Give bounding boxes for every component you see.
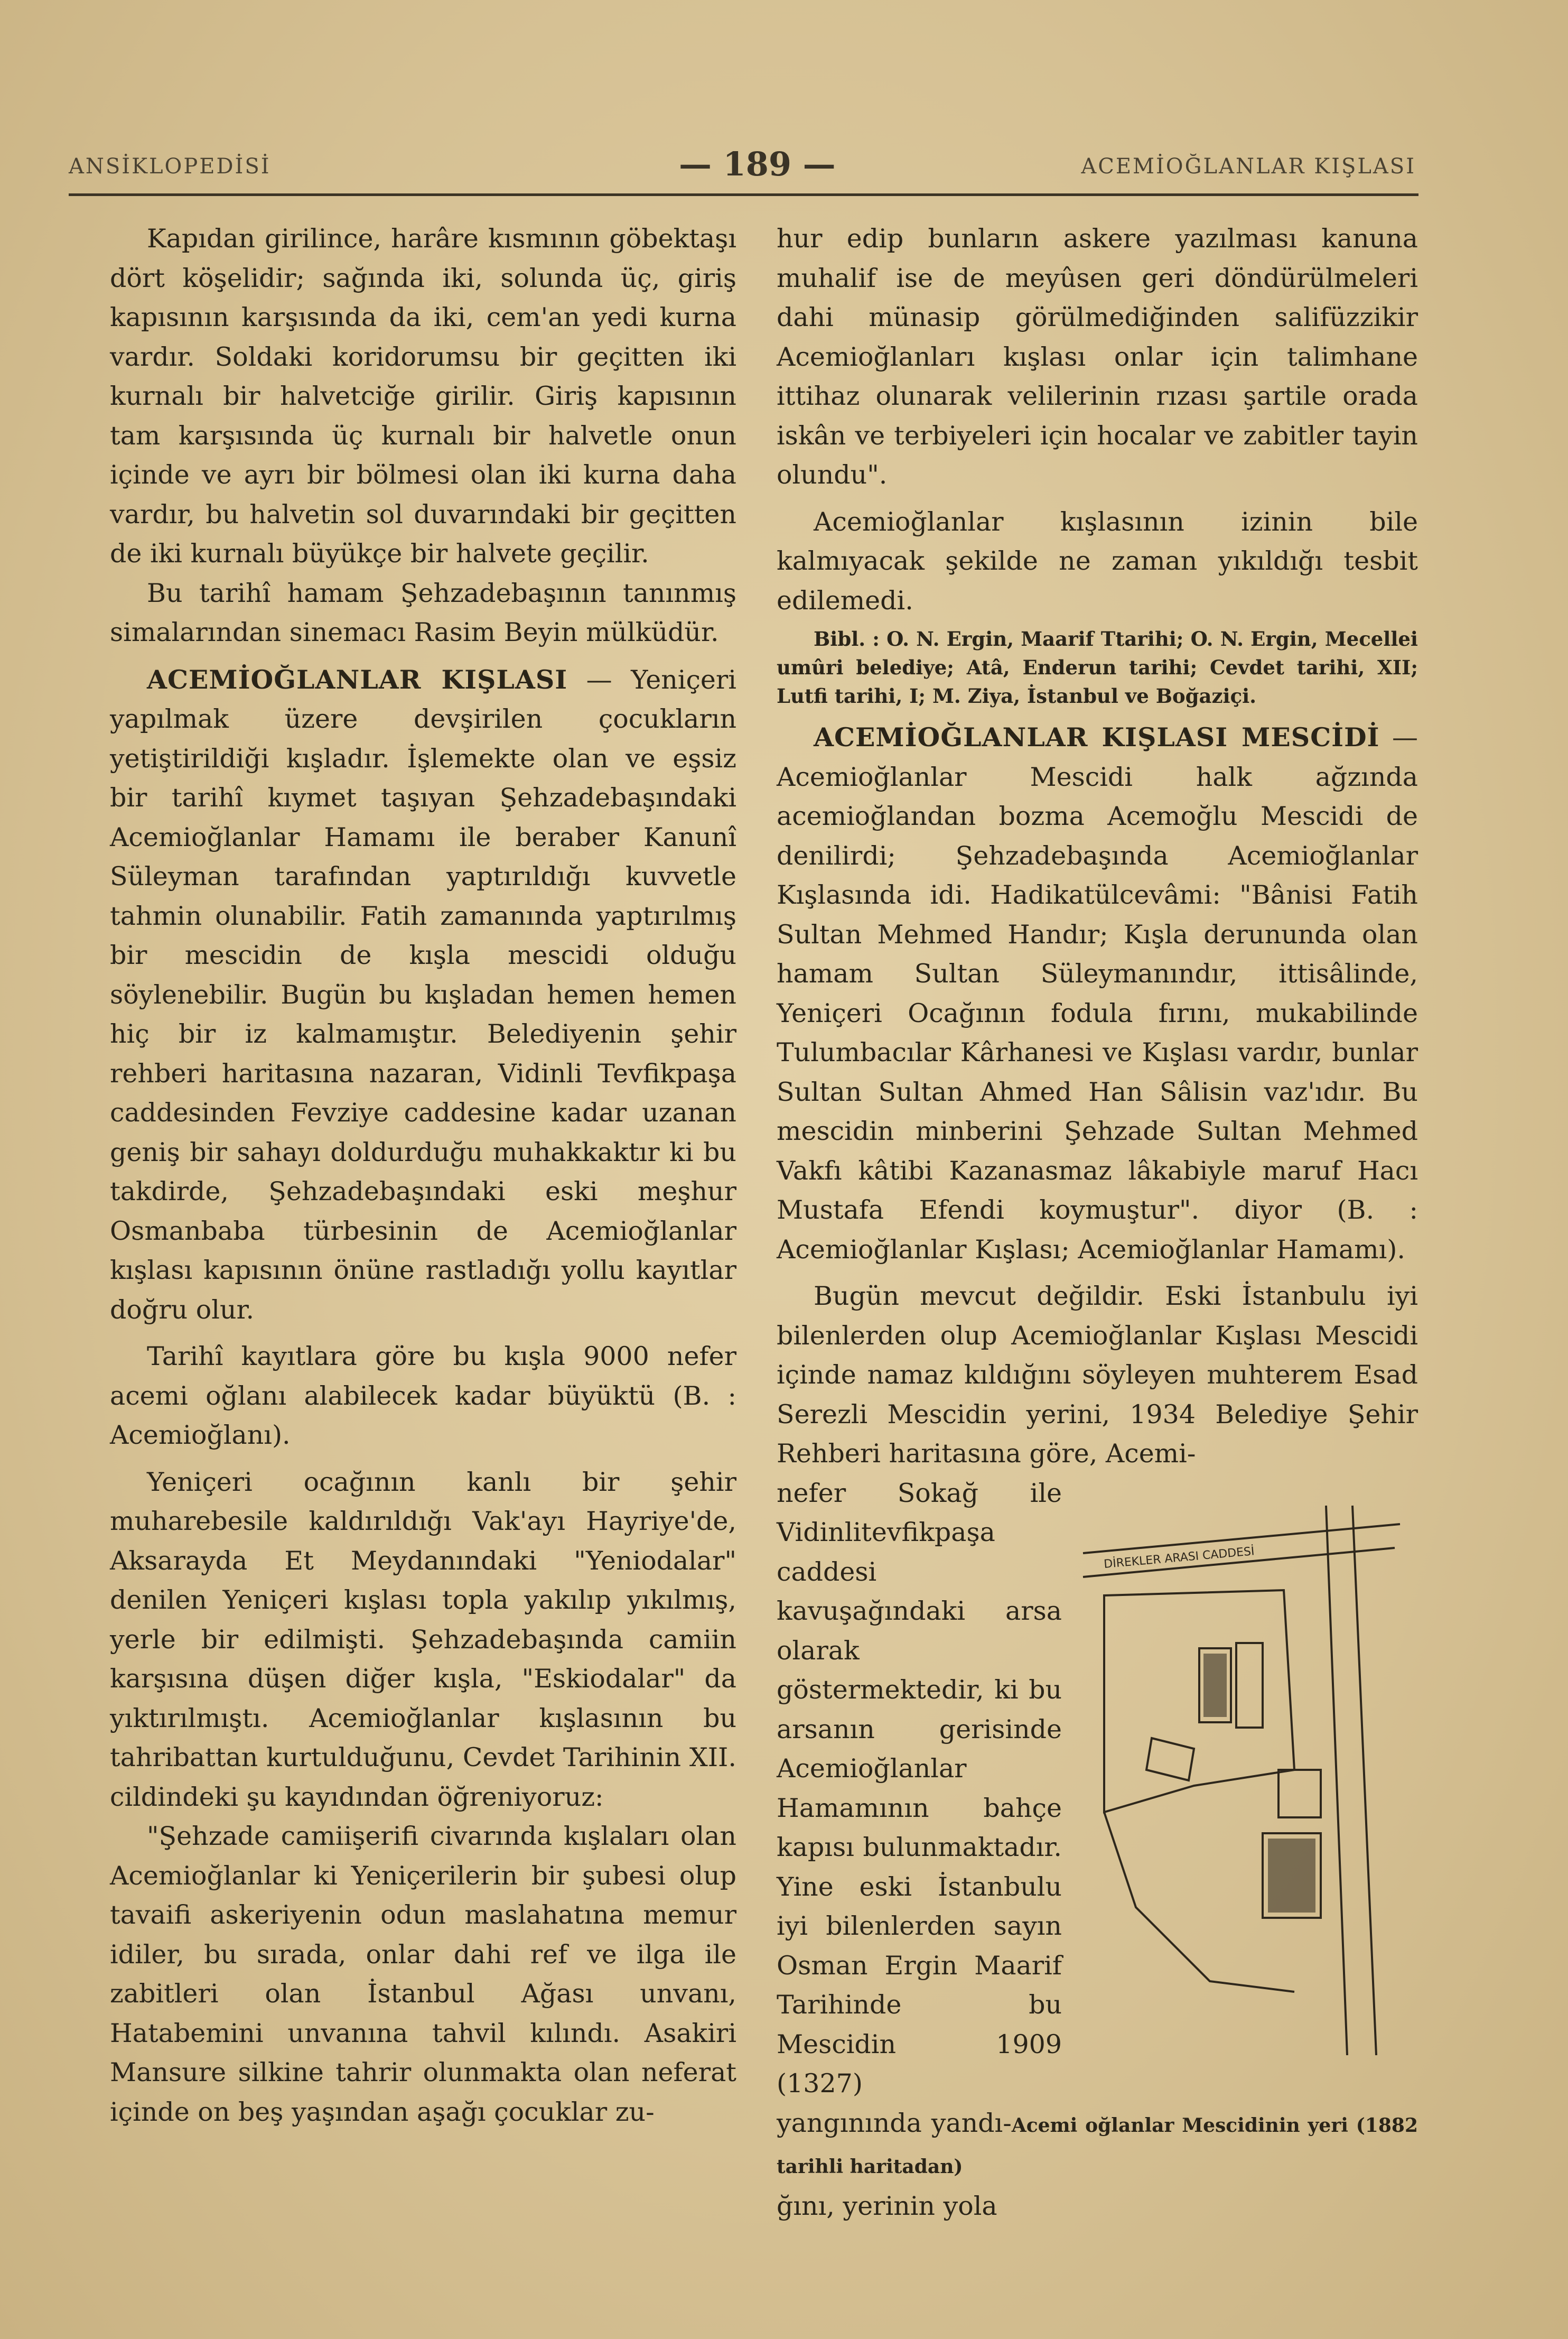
right-column [777, 219, 1418, 2226]
header-publication: ANSİKLOPEDİSİ [69, 154, 271, 179]
header-entry-title: ACEMİOĞLANLAR KIŞLASI [1081, 154, 1416, 179]
entry-paragraph [110, 660, 736, 1330]
bibliography: Bibl. : O. N. Ergin, Maarif Ttarihi; O. N. Ergin, Mecellei umûri belediye; Atâ, Enderun tarihi; Cevdet tarihi, XII; Lutfi tarihi, I; M. Ziya, İstanbul ve Boğaziçi. [777, 627, 1418, 708]
paragraph: Yeniçeri ocağının kanlı bir şehir muharebesile kaldırıldığı Vak'ayı Hayriye'de, Aksarayda Et Meydanındaki "Yeniodalar" denilen Yeniçeri kışlası topla yakılıp yıkılmış, yerle bir edilmişti. Şehzadebaşında camiin karşısına düşen diğer kışla, "Eskiodalar" da yıktırılmıştı. Acemioğlanlar kışlasının bu tahribattan kurtulduğunu, Cevdet Tarihinin XII. cildindeki şu kayıdından öğreniyoruz: [110, 1466, 736, 1812]
caption-lead-text: yangınında yandı- [777, 2108, 1012, 2138]
header-rule [69, 193, 1418, 196]
entry-heading: ACEMİOĞLANLAR KIŞLASI [147, 664, 568, 695]
page-number: — 189 — [679, 145, 836, 183]
map-street-line [1352, 1506, 1376, 2055]
map-building [1278, 1770, 1321, 1817]
caption-continuation: ğını, yerinin yola [777, 2191, 997, 2221]
map-street-label: DİREKLER ARASI CADDESİ [1103, 1544, 1255, 1571]
map-street-line [1104, 1812, 1294, 1992]
paragraph: Acemioğlanlar kışlasının izinin bile kalmıyacak şekilde ne zaman yıkıldığı tesbit edilemedi. [777, 506, 1418, 616]
left-column [110, 219, 736, 2132]
map-street-line [1326, 1506, 1347, 2055]
map-caption: Acemi oğlanlar Mescidinin yeri (1882 tarihli haritadan) [777, 2114, 1418, 2178]
historic-map [1072, 1474, 1405, 2055]
map-caption-line [777, 2104, 1418, 2187]
paragraph: hur edip bunların askere yazılması kanuna muhalif ise de meyûsen geri döndürülmeleri dahi münasip görülmediğinden salifüzzikir Acemioğlanları kışlası onlar için talimhane ittihaz olunarak velilerinin rızası şartile orada iskân ve terbiyeleri için hocalar ve zabitler tayin olundu". [777, 224, 1418, 490]
paragraph: Tarihî kayıtlara göre bu kışla 9000 nefer acemi oğlanı alabilecek kadar büyüktü (B. : Acemioğlanı). [110, 1341, 736, 1450]
map-hatched-area [1268, 1839, 1315, 1913]
map-building [1236, 1643, 1263, 1728]
page-header [69, 145, 1416, 197]
map-wrap-row [777, 1474, 1418, 2104]
paragraph-beside-map: nefer Sokağ ile Vidinlitevfikpaşa caddesi kavuşağındaki arsa olarak göstermektedir, ki bu arsanın gerisinde Acemioğlanlar Hamamının bahçe kapısı bulunmaktadır. Yine eski İstanbulu iyi bilenlerden sayın Osman Ergin Maarif Tarihinde bu Mescidin 1909 (1327) [777, 1478, 1062, 2099]
map-figure [1072, 1474, 1405, 2055]
map-hatched-area [1203, 1654, 1227, 1717]
entry-heading: ACEMİOĞLANLAR KIŞLASI MESCİDİ [814, 722, 1380, 753]
paragraph: Bu tarihî hamam Şehzadebaşının tanınmış simalarından sinemacı Rasim Beyin mülküdür. [110, 578, 736, 647]
quote-paragraph: "Şehzade camiişerifi civarında kışlaları olan Acemioğlanlar ki Yeniçerilerin bir şubesi olup tavaifi askeriyenin odun maslahatına memur idiler, bu sırada, onlar dahi ref ve ilga ile zabitleri olan İstanbul Ağası unvanı, Hatabemini unvanına tahvil kılındı. Asakiri Mansure silkine tahrir olunmakta olan neferat içinde on beş yaşından aşağı çocuklar zu- [110, 1821, 736, 2127]
paragraph: Kapıdan girilince, harâre kısmının göbektaşı dört köşelidir; sağında iki, solunda üç, giriş kapısının karşısında da iki, cem'an yedi kurna vardır. Soldaki koridorumsu bir geçitten iki kurnalı bir halvetciğe girilir. Giriş kapısının tam karşısında üç kurnalı bir halvetle onun içinde ve ayrı bir bölmesi olan iki kurna daha vardır, bu halvetin sol duvarındaki bir geçitten de iki kurnalı büyükçe bir halvete geçilir. [110, 224, 736, 569]
entry-text: — Acemioğlanlar Mescidi halk ağzında acemioğlandan bozma Acemoğlu Mescidi de denilirdi; Şehzadebaşında Acemioğlanlar Kışlasında idi. Hadikatülcevâmi: "Bânisi Fatih Sultan Mehmed Handır; Kışla derununda olan hamam Sultan Süleymanındır, ittisâlinde, Yeniçeri Ocağının fodula fırını, mukabilinde Tulumbacılar Kârhanesi ve Kışlası vardır, bunlar Sultan Sultan Ahmed Han Sâlisin vaz'ıdır. Bu mescidin minberini Şehzade Sultan Mehmed Vakfı kâtibi Kazanasmaz lâkabiyle maruf Hacı Mustafa Efendi koymuştur". diyor (B. : Acemioğlanlar Kışlası; Acemioğlanlar Hamamı). [777, 722, 1418, 1265]
paragraph: Bugün mevcut değildir. Eski İstanbulu iyi bilenlerden olup Acemioğlanlar Kışlası Mescidi içinde namaz kıldığını söyleyen muhterem Esad Serezli Mescidin yerini, 1934 Belediye Şehir Rehberi haritasına göre, Acemi- [777, 1281, 1418, 1469]
entry-paragraph [777, 718, 1418, 1269]
map-building [1146, 1738, 1194, 1780]
entry-text: — Yeniçeri yapılmak üzere devşirilen çocukların yetiştirildiği kışladır. İşlemekte olan ve eşsiz bir tarihî kıymet taşıyan Şehzadebaşındaki Acemioğlanlar Hamamı ile beraber Kanunî Süleyman tarafından yaptırıldığı kuvvetle tahmin olunabilir. Fatih zamanında yaptırılmış bir mescidin de kışla mescidi olduğu söylenebilir. Bugün bu kışladan hemen hemen hiç bir iz kalmamıştır. Belediyenin şehir rehberi haritasına nazaran, Vidinli Tevfikpaşa caddesinden Fevziye caddesine kadar uzanan geniş bir sahayı doldurduğu muhakkaktır ki bu takdirde, Şehzadebaşındaki eski meşhur Osmanbaba türbesinin de Acemioğlanlar kışlası kapısının önüne rastladığı yollu kayıtlar doğru olur. [110, 664, 736, 1325]
